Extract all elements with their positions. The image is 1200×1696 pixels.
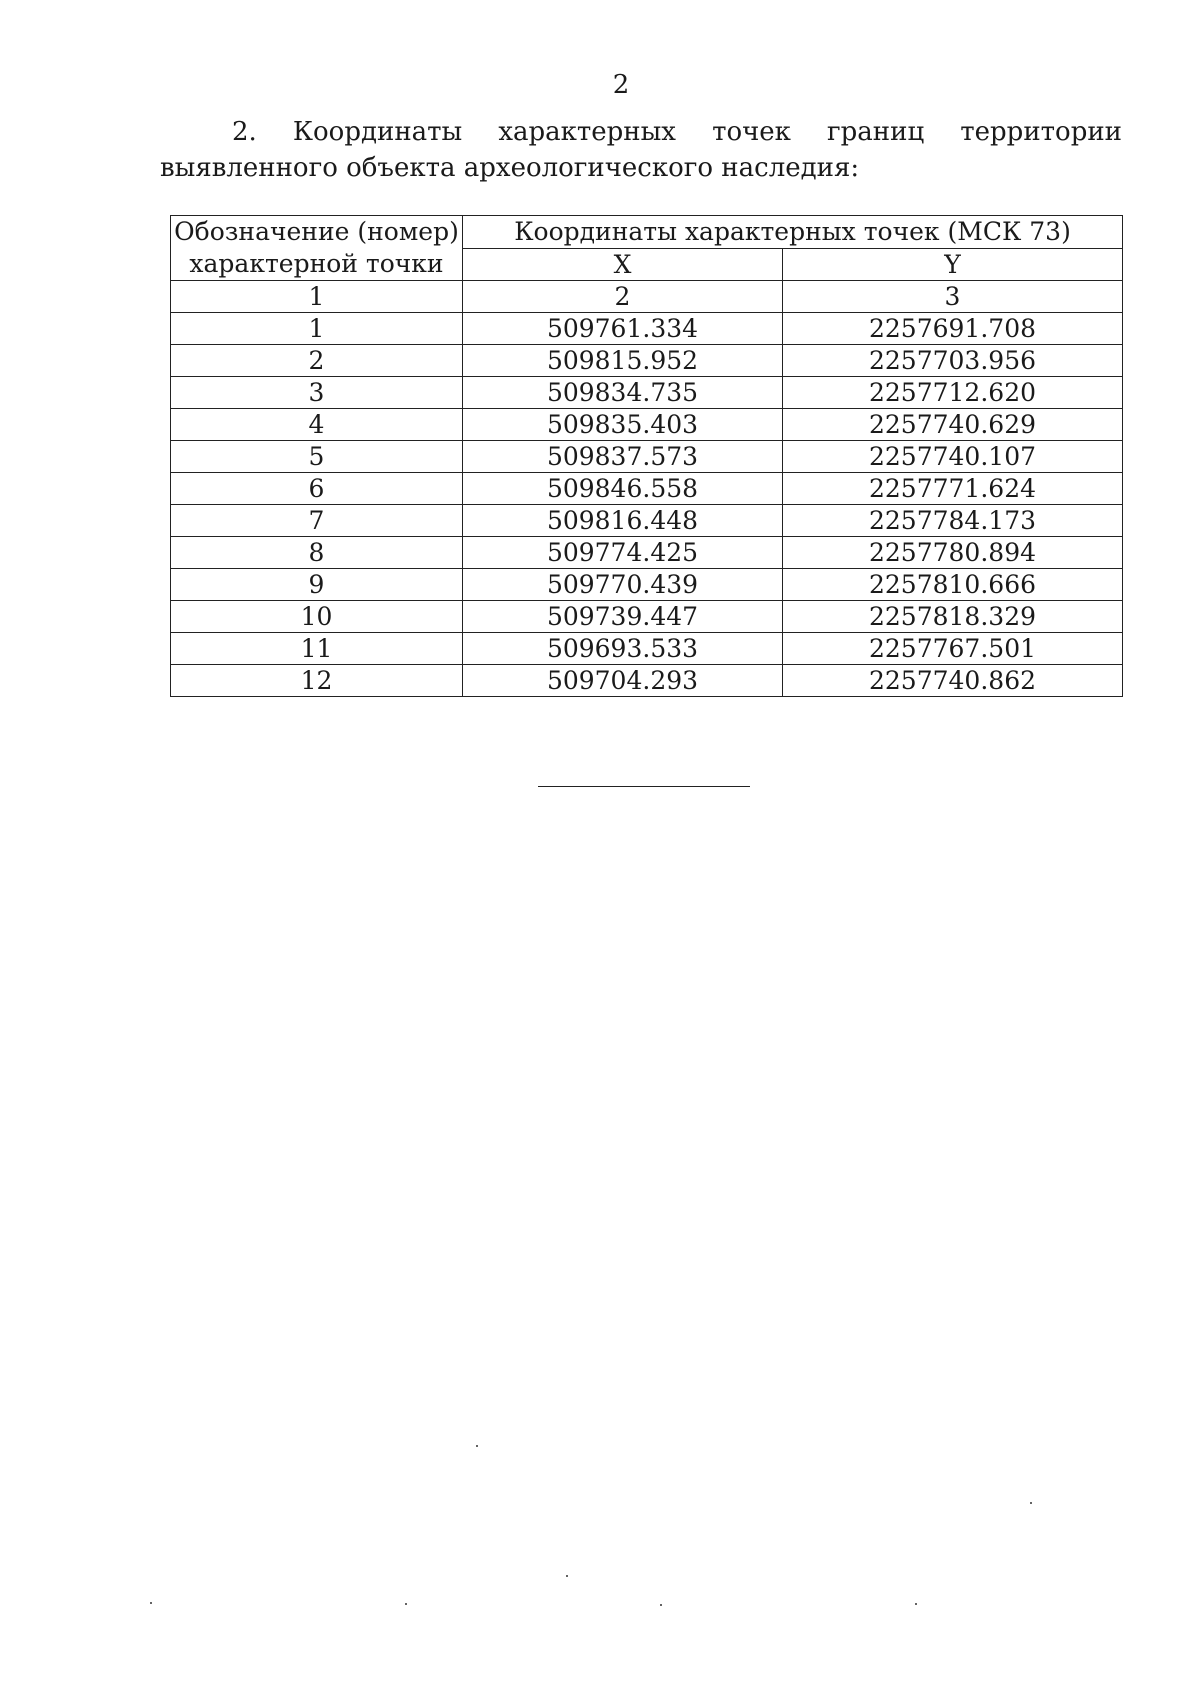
table-row — [171, 377, 1123, 409]
point-number-cell: 5 — [171, 441, 463, 473]
table-row — [171, 345, 1123, 377]
x-coordinate-cell: 509815.952 — [463, 345, 783, 377]
y-coordinate-cell: 2257691.708 — [783, 313, 1123, 345]
table-row — [171, 601, 1123, 633]
y-coordinate-cell: 2257818.329 — [783, 601, 1123, 633]
point-number-cell: 2 — [171, 345, 463, 377]
point-number-cell: 3 — [171, 377, 463, 409]
x-coordinate-cell: 509837.573 — [463, 441, 783, 473]
scan-speck — [1030, 1502, 1032, 1504]
x-header: X — [463, 248, 783, 281]
y-coordinate-cell: 2257771.624 — [783, 473, 1123, 505]
scan-speck — [150, 1602, 152, 1604]
point-number-cell: 6 — [171, 473, 463, 505]
x-coordinate-cell: 509846.558 — [463, 473, 783, 505]
column-number-row — [171, 281, 1123, 313]
y-header: Y — [783, 248, 1123, 281]
scan-speck — [476, 1445, 478, 1447]
y-coordinate-cell: 2257740.862 — [783, 665, 1123, 697]
column-number-cell: 1 — [171, 281, 463, 313]
page-number: 2 — [612, 70, 630, 100]
scan-speck — [660, 1604, 662, 1606]
column-number-cell: 3 — [783, 281, 1123, 313]
table-row — [171, 633, 1123, 665]
scan-speck — [915, 1603, 917, 1605]
table-row — [171, 409, 1123, 441]
y-coordinate-cell: 2257703.956 — [783, 345, 1123, 377]
x-coordinate-cell: 509816.448 — [463, 505, 783, 537]
point-number-cell: 10 — [171, 601, 463, 633]
table-row — [171, 537, 1123, 569]
x-coordinate-cell: 509770.439 — [463, 569, 783, 601]
end-divider — [538, 786, 750, 787]
point-number-cell: 11 — [171, 633, 463, 665]
y-coordinate-cell: 2257810.666 — [783, 569, 1123, 601]
scan-speck — [405, 1603, 407, 1605]
y-coordinate-cell: 2257712.620 — [783, 377, 1123, 409]
table-row — [171, 441, 1123, 473]
y-coordinate-cell: 2257740.107 — [783, 441, 1123, 473]
x-coordinate-cell: 509761.334 — [463, 313, 783, 345]
coordinates-table — [170, 215, 1123, 697]
y-coordinate-cell: 2257780.894 — [783, 537, 1123, 569]
x-coordinate-cell: 509693.533 — [463, 633, 783, 665]
point-number-cell: 12 — [171, 665, 463, 697]
designation-header: Обозначение (номер) характерной точки — [171, 216, 463, 281]
point-number-cell: 9 — [171, 569, 463, 601]
table-row — [171, 313, 1123, 345]
y-coordinate-cell: 2257767.501 — [783, 633, 1123, 665]
x-coordinate-cell: 509704.293 — [463, 665, 783, 697]
y-coordinate-cell: 2257740.629 — [783, 409, 1123, 441]
table-row — [171, 665, 1123, 697]
scan-speck — [566, 1575, 568, 1577]
table-row — [171, 505, 1123, 537]
table-row — [171, 569, 1123, 601]
x-coordinate-cell: 509774.425 — [463, 537, 783, 569]
x-coordinate-cell: 509834.735 — [463, 377, 783, 409]
table-row — [171, 473, 1123, 505]
y-coordinate-cell: 2257784.173 — [783, 505, 1123, 537]
header-row-1 — [171, 216, 1123, 249]
point-number-cell: 7 — [171, 505, 463, 537]
coordinates-header: Координаты характерных точек (МСК 73) — [463, 216, 1123, 249]
x-coordinate-cell: 509835.403 — [463, 409, 783, 441]
point-number-cell: 8 — [171, 537, 463, 569]
x-coordinate-cell: 509739.447 — [463, 601, 783, 633]
point-number-cell: 4 — [171, 409, 463, 441]
point-number-cell: 1 — [171, 313, 463, 345]
section-paragraph: 2. Координаты характерных точек границ территории выявленного объекта археологического наследия: — [160, 117, 1122, 183]
column-number-cell: 2 — [463, 281, 783, 313]
